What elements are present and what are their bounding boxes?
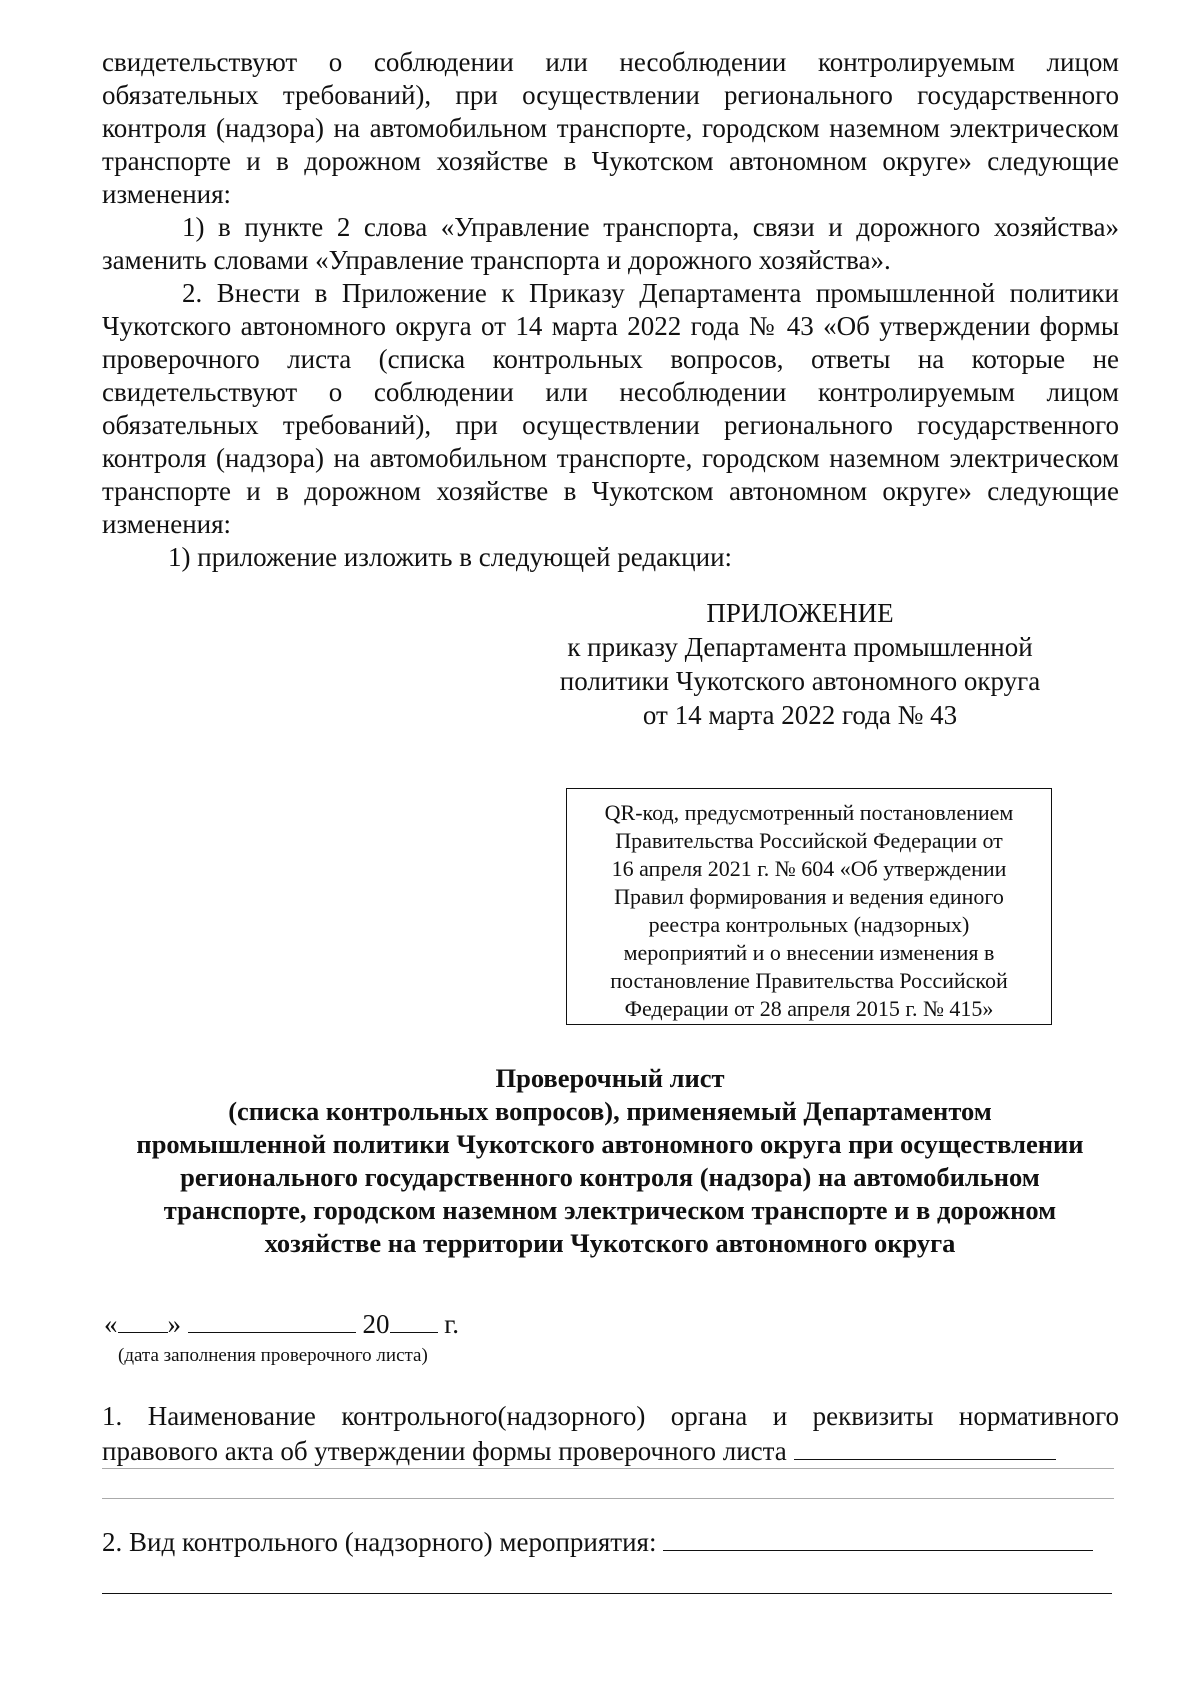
appendix-title: ПРИЛОЖЕНИЕ <box>706 598 894 628</box>
day-blank[interactable] <box>118 1308 168 1333</box>
form-item-2-text <box>102 1524 1119 1559</box>
title-line: хозяйстве на территории Чукотского автономного округа <box>264 1228 956 1258</box>
form-item-1 <box>102 1400 1119 1468</box>
qr-box-line: Федерации от 28 апреля 2015 г. № 415» <box>624 996 994 1021</box>
title-line: регионального государственного контроля (надзора) на автомобильном <box>180 1162 1040 1192</box>
checklist-title <box>80 1062 1140 1260</box>
year-blank[interactable] <box>390 1308 438 1333</box>
title-line: (списка контрольных вопросов), применяемый Департаментом <box>228 1096 992 1126</box>
paragraph-2: 2. Внести в Приложение к Приказу Департамента промышленной политики Чукотского автономного округа от 14 марта 2022 года № 43 «Об утверждении формы проверочного листа (списка контрольных вопросов, ответы на которые не свидетельствуют о соблюдении или несоблюдении контролируемым лицом обязательных требований), при осуществлении регионального государственного контроля (надзора) на автомобильном транспорте, городском наземном электрическом транспорте и в дорожном хозяйстве в Чукотском автономном округе» следующие изменения: <box>102 278 1119 539</box>
date-century: 20 <box>362 1309 390 1339</box>
title-line: Проверочный лист <box>495 1063 725 1093</box>
appendix-line: политики Чукотского автономного округа <box>559 666 1041 696</box>
title-line: транспорте, городском наземном электрическом транспорте и в дорожном <box>163 1195 1057 1225</box>
body-text <box>102 46 1119 574</box>
date-close-quote: » <box>167 1309 181 1339</box>
qr-box-line: Правительства Российской Федерации от <box>615 828 1003 853</box>
qr-box-line: QR-код, предусмотренный постановлением <box>604 800 1014 825</box>
form-item-2-blank[interactable] <box>663 1524 1093 1551</box>
form-item-2 <box>102 1524 1119 1559</box>
blank-line[interactable] <box>102 1498 1114 1499</box>
qr-box-line: мероприятий и о внесении изменения в <box>623 940 995 965</box>
form-item-2-label: 2. Вид контрольного (надзорного) мероприятия: <box>102 1527 657 1557</box>
date-caption: (дата заполнения проверочного листа) <box>118 1345 428 1366</box>
qr-code-box <box>566 788 1052 1025</box>
date-year-suffix: г. <box>444 1309 460 1339</box>
blank-line[interactable] <box>102 1593 1112 1594</box>
qr-box-line: Правил формирования и ведения единого <box>614 884 1004 909</box>
title-line: промышленной политики Чукотского автономного округа при осуществлении <box>136 1129 1084 1159</box>
qr-box-line: реестра контрольных (надзорных) <box>648 912 970 937</box>
form-item-1-text <box>102 1400 1119 1468</box>
month-blank[interactable] <box>188 1308 356 1333</box>
paragraph-item-1-1: 1) в пункте 2 слова «Управление транспорта, связи и дорожного хозяйства» заменить словами «Управление транспорта и дорожного хозяйства». <box>102 212 1119 275</box>
date-field <box>104 1308 459 1341</box>
paragraph-item-2-1: 1) приложение изложить в следующей редакции: <box>168 542 733 572</box>
date-open-quote: « <box>104 1309 118 1339</box>
form-item-1-label: 1. Наименование контрольного(надзорного) органа и реквизиты нормативного правового акта об утверждении формы проверочного листа <box>102 1401 1119 1466</box>
qr-box-line: постановление Правительства Российской <box>610 968 1008 993</box>
paragraph-continuation: свидетельствуют о соблюдении или несоблюдении контролируемым лицом обязательных требований), при осуществлении регионального государственного контроля (надзора) на автомобильном транспорте, городском наземном электрическом транспорте и в дорожном хозяйстве в Чукотском автономном округе» следующие изменения: <box>102 47 1119 209</box>
qr-box-line: 16 апреля 2021 г. № 604 «Об утверждении <box>611 856 1007 881</box>
appendix-line: от 14 марта 2022 года № 43 <box>642 700 958 730</box>
appendix-header <box>520 596 1080 732</box>
blank-line[interactable] <box>102 1468 1114 1469</box>
appendix-line: к приказу Департамента промышленной <box>567 632 1033 662</box>
form-item-1-blank[interactable] <box>794 1433 1056 1460</box>
